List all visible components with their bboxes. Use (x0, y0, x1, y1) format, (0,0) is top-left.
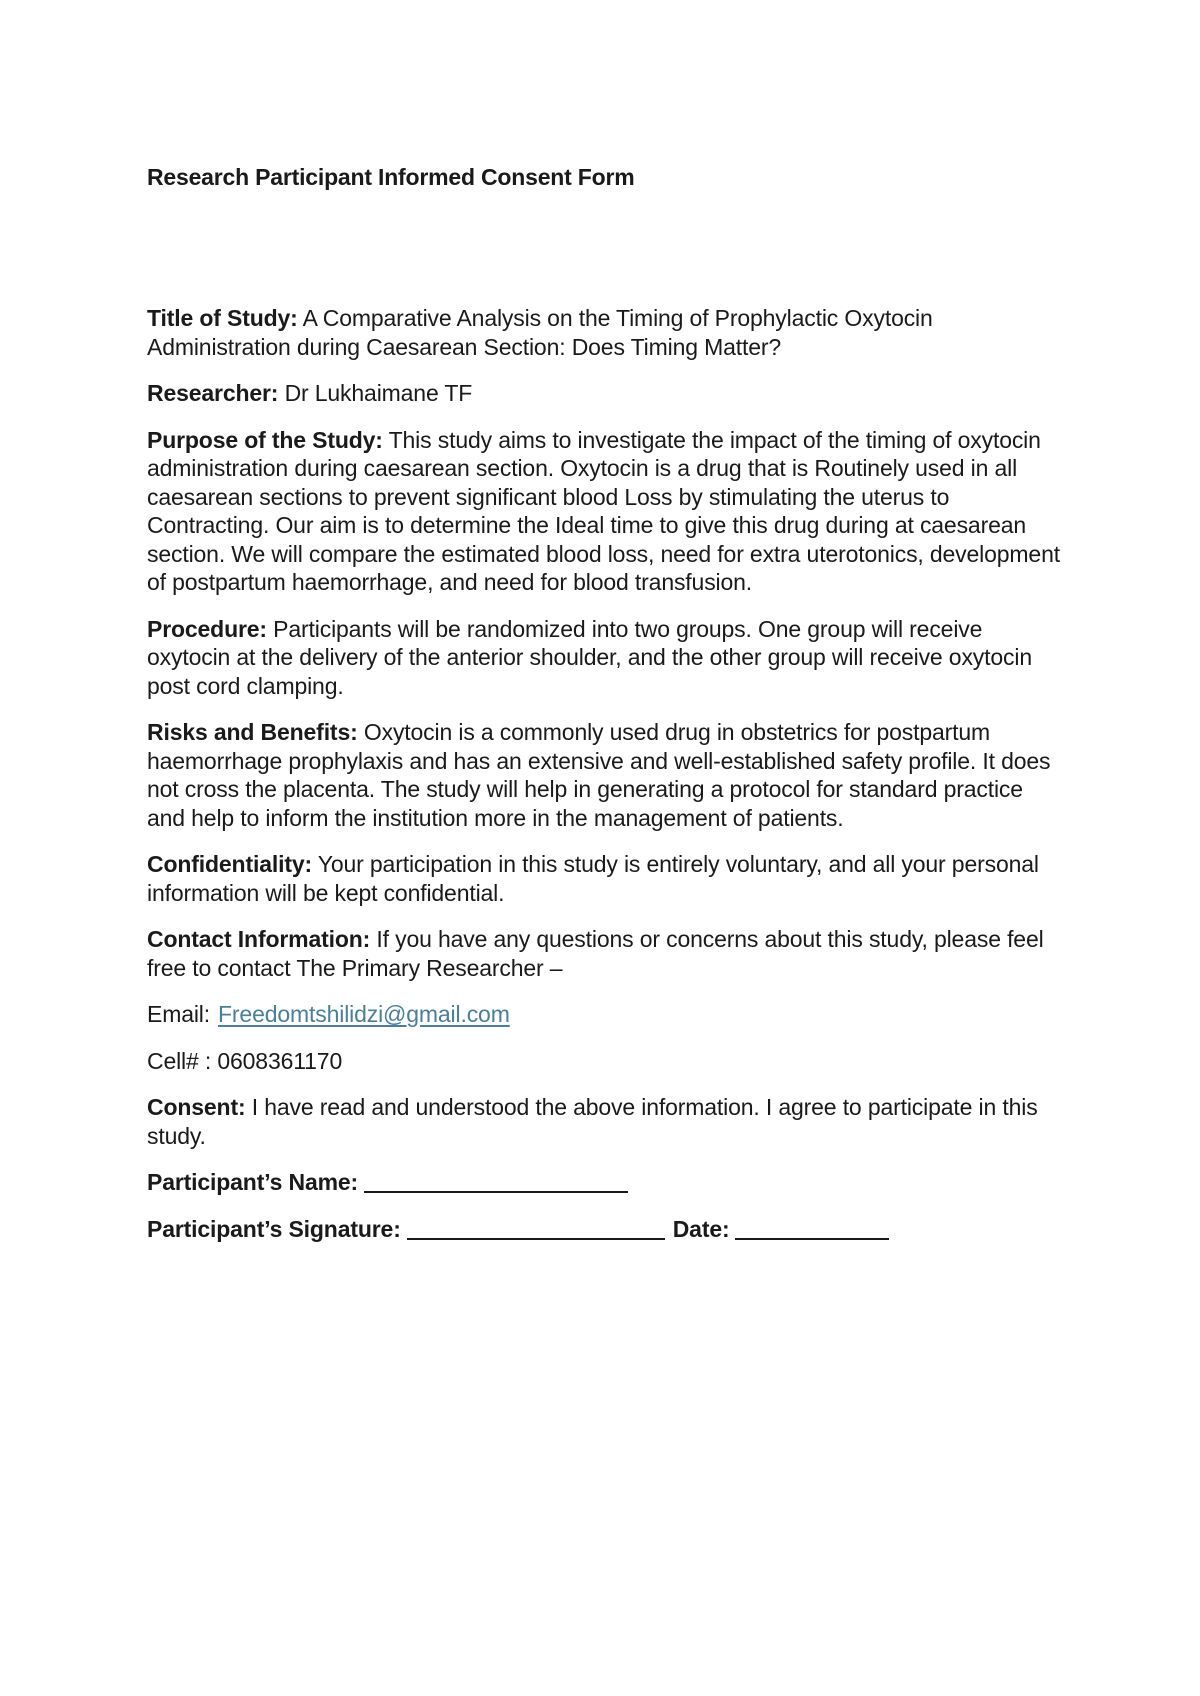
participant-name-blank[interactable] (364, 1169, 628, 1193)
researcher-paragraph (147, 379, 1067, 408)
procedure-text: Participants will be randomized into two groups. One group will receive oxytocin at the delivery of the anterior shoulder, and the other group will receive oxytocin post cord clamping. (147, 615, 1032, 699)
participant-signature-blank[interactable] (407, 1216, 665, 1240)
consent-text: I have read and understood the above information. I agree to participate in this study. (147, 1094, 1038, 1149)
researcher-text: Dr Lukhaimane TF (278, 380, 473, 406)
contact-text: If you have any questions or concerns about this study, please feel free to contact The Primary Researcher – (147, 926, 1044, 981)
purpose-label: Purpose of the Study: (147, 426, 383, 453)
procedure-paragraph (147, 615, 1067, 701)
researcher-label: Researcher: (147, 380, 279, 406)
date-blank[interactable] (735, 1216, 889, 1240)
cell-line: Cell# : 0608361170 (147, 1047, 343, 1074)
date-label: Date: (672, 1215, 730, 1242)
risks-label: Risks and Benefits: (147, 719, 358, 745)
purpose-text: This study aims to investigate the impact of the timing of oxytocin administration during caesarean section. Oxytocin is a drug that is Routinely used in all caesarean sections to prevent significant blood Loss by stimulating the uterus to Contracting. Our aim is to determine the Ideal time to give this drug during at caesarean section. We will compare the estimated blood loss, need for extra uterotonics, development of postpartum haemorrhage, and need for blood transfusion. (147, 426, 1060, 595)
title-of-study-label: Title of Study: (147, 305, 298, 331)
participant-signature-label: Participant’s Signature: (147, 1215, 401, 1242)
consent-label: Consent: (147, 1094, 246, 1120)
confidentiality-paragraph (147, 850, 1067, 907)
participant-signature-line (147, 1215, 1067, 1244)
risks-paragraph (147, 718, 1067, 832)
contact-paragraph (147, 925, 1067, 982)
document-body (147, 304, 1067, 1261)
participant-name-label: Participant’s Name: (147, 1169, 359, 1195)
risks-text: Oxytocin is a commonly used drug in obstetrics for postpartum haemorrhage prophylaxis and has an extensive and well-established safety profile. It does not cross the placenta. The study will help in generating a protocol for standard practice and help to inform the institution more in the management of patients. (147, 719, 1051, 831)
email-label: Email: (147, 1001, 211, 1027)
confidentiality-label: Confidentiality: (147, 851, 312, 877)
consent-paragraph (147, 1093, 1067, 1150)
contact-label: Contact Information: (147, 926, 371, 952)
title-of-study-text: A Comparative Analysis on the Timing of Prophylactic Oxytocin Administration during Caesarean Section: Does Timing Matter? (147, 305, 933, 360)
title-of-study-paragraph (147, 304, 1067, 361)
purpose-paragraph (147, 426, 1067, 597)
participant-name-line (147, 1168, 1067, 1197)
confidentiality-text: Your participation in this study is entirely voluntary, and all your personal information will be kept confidential. (147, 851, 1039, 906)
document-title: Research Participant Informed Consent Form (147, 164, 635, 190)
email-line (147, 1000, 1067, 1029)
email-link[interactable]: Freedomtshilidzi@gmail.com (218, 1001, 510, 1027)
procedure-label: Procedure: (147, 615, 267, 642)
